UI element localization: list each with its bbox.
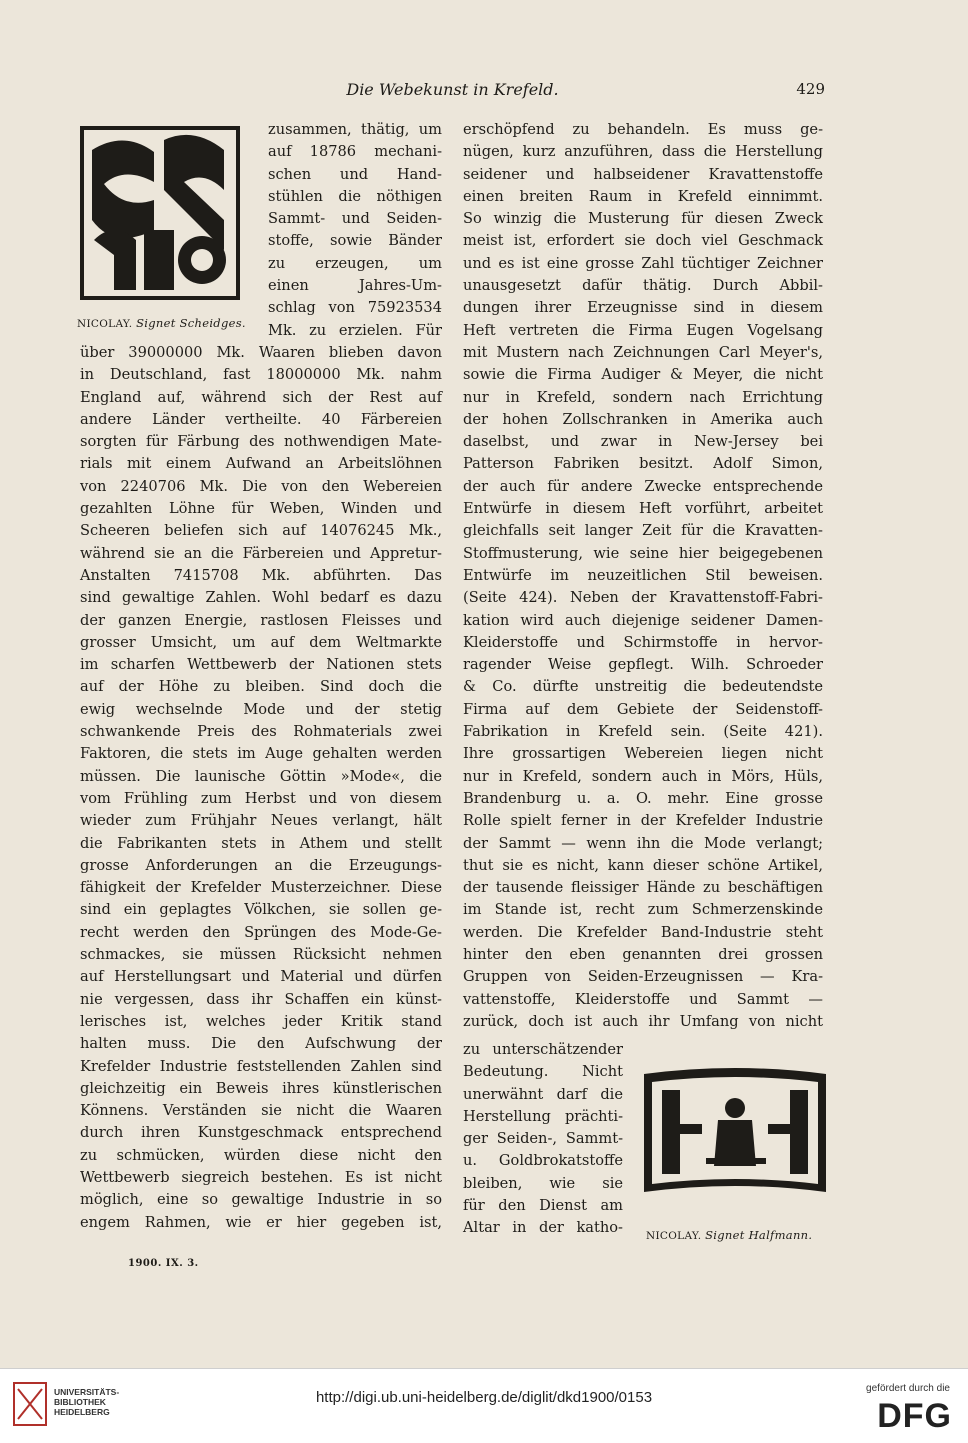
text-line: seidener und halbseidener Kravattenstoffe <box>463 165 823 183</box>
text-line: (Seite 424). Neben der Kravattenstoff-Fabri- <box>463 589 823 607</box>
text-line: Bedeutung. Nicht <box>463 1063 623 1081</box>
signet-scheidges-image <box>80 126 240 300</box>
text-line: schlag von 75923534 <box>268 299 442 317</box>
text-line: Sammt- und Seiden- <box>268 210 442 228</box>
funding-label: gefördert durch die <box>866 1383 950 1394</box>
running-head <box>80 80 825 102</box>
text-line: Könnens. Verständen sie nicht die Waaren <box>80 1102 442 1120</box>
caption-top-title: Signet Scheidges. <box>136 316 246 330</box>
text-line: zu schmücken, würden diese nicht den <box>80 1146 442 1164</box>
text-line: hinter den eben genannten drei grossen <box>463 945 823 963</box>
text-line: grosse Anforderungen an die Erzeugungs- <box>80 856 442 874</box>
book-graphic <box>640 1068 830 1200</box>
text-line: gezahlten Löhne für Weben, Winden und <box>80 500 442 518</box>
text-line: die Fabrikanten stets in Athem und stellt <box>80 834 442 852</box>
right-column-bottom <box>463 1039 623 1240</box>
text-line: vom Frühling zum Herbst und von diesem <box>80 789 442 807</box>
text-line: bleiben, wie sie <box>463 1174 623 1192</box>
text-line: zu unterschätzender <box>463 1041 623 1058</box>
text-line: einen breiten Raum in Krefeld einnimmt. <box>463 187 823 205</box>
text-line: sowie die Firma Audiger & Meyer, die nicht <box>463 366 823 384</box>
text-line: schmackes, sie müssen Rücksicht nehmen <box>80 946 442 964</box>
text-line: Ihre grossartigen Webereien liegen nicht <box>463 745 823 763</box>
text-line: unausgesetzt dafür thätig. Durch Abbil- <box>463 277 823 295</box>
text-line: wieder zum Frühjahr Neues verlangt, hält <box>80 812 442 830</box>
text-line: So winzig die Musterung für diesen Zweck <box>463 210 823 228</box>
text-line: nügen, kurz anzuführen, dass die Herstellung <box>463 143 823 161</box>
text-line: gleichzeitig ein Beweis ihres künstlerischen <box>80 1079 442 1097</box>
text-line: Gruppen von Seiden-Erzeugnissen — Kra- <box>463 968 823 986</box>
text-line: müssen. Die launische Göttin »Mode«, die <box>80 767 442 785</box>
institution-line: UNIVERSITÄTS- <box>54 1387 120 1397</box>
text-line: durch ihren Kunstgeschmack entsprechend <box>80 1124 442 1142</box>
text-line: stühlen die nöthigen <box>268 187 442 205</box>
text-line: England auf, während sich der Rest auf <box>80 388 442 406</box>
text-line: Krefelder Industrie feststellenden Zahlen sind <box>80 1057 442 1075</box>
text-line: sind gewaltige Zahlen. Wohl bedarf es dazu <box>80 589 442 607</box>
text-line: während sie an die Färbereien und Appretur- <box>80 544 442 562</box>
text-line: ragender Weise gepflegt. Wilh. Schroeder <box>463 656 823 674</box>
text-line: Mk. zu erzielen. Für <box>268 321 442 339</box>
text-line: in Deutschland, fast 18000000 Mk. nahm <box>80 366 442 384</box>
text-line: Altar in der katho- <box>463 1219 623 1237</box>
text-line: auf Herstellungsart und Material und dürfen <box>80 968 442 986</box>
text-line: dungen ihrer Erzeugnisse sind in diesem <box>463 299 823 317</box>
text-line: einen Jahres-Um- <box>268 277 442 295</box>
text-line: Heft vertreten die Firma Eugen Vogelsang <box>463 321 823 339</box>
caption-top <box>77 316 246 330</box>
text-line: werden. Die Krefelder Band-Industrie steht <box>463 923 823 941</box>
caption-bottom-title: Signet Halfmann. <box>705 1228 813 1242</box>
text-line: Brandenburg u. a. O. mehr. Eine grosse <box>463 789 823 807</box>
text-line: und es ist eine grosse Zahl tüchtiger Zeichner <box>463 254 823 272</box>
text-line: schwankende Preis des Rohmaterials zwei <box>80 723 442 741</box>
permalink-url[interactable]: http://digi.ub.uni-heidelberg.de/diglit/dkd1900/0153 <box>315 1389 653 1406</box>
text-line: kation wird auch diejenige seidener Damen- <box>463 611 823 629</box>
caption-top-name: NICOLAY. <box>77 318 133 330</box>
text-line: Stoffmusterung, wie seine hier beigegebenen <box>463 544 823 562</box>
signet-halfmann-image <box>640 1068 830 1200</box>
text-line: zusammen, thätig, um <box>268 121 442 138</box>
text-line: Rolle spielt ferner in der Krefelder Industrie <box>463 812 823 830</box>
text-line: sorgten für Färbung des nothwendigen Mate- <box>80 433 442 451</box>
text-line: u. Goldbrokatstoffe <box>463 1152 623 1170</box>
text-line: sind ein geplagtes Völkchen, sie sollen ge- <box>80 901 442 919</box>
text-line: der tausende fleissiger Hände zu beschäftigen <box>463 879 823 897</box>
digitization-footer <box>0 1368 968 1443</box>
text-line: stoffe, sowie Bänder <box>268 232 442 250</box>
text-line: zurück, doch ist auch ihr Umfang von nicht <box>463 1012 823 1030</box>
left-column-top <box>268 119 442 342</box>
text-line: mit Mustern nach Zeichnungen Carl Meyer's, <box>463 343 823 361</box>
text-line: lerisches ist, welches jeder Kritik stand <box>80 1012 442 1030</box>
text-line: Patterson Fabriken besitzt. Adolf Simon, <box>463 455 823 473</box>
text-line: rials mit einem Aufwand an Arbeitslöhnen <box>80 455 442 473</box>
text-line: Faktoren, die stets im Auge gehalten werden <box>80 745 442 763</box>
text-line: Entwürfe in diesem Heft vorführt, arbeitet <box>463 500 823 518</box>
text-line: der auch für andere Zwecke entsprechende <box>463 477 823 495</box>
text-line: Fabrikation in Krefeld sein. (Seite 421). <box>463 723 823 741</box>
text-line: grosser Umsicht, um auf dem Weltmarkte <box>80 633 442 651</box>
text-line: erschöpfend zu behandeln. Es muss ge- <box>463 121 823 138</box>
page-title: Die Webekunst in Krefeld. <box>346 80 559 99</box>
text-line: thut sie es nicht, kann dieser schöne Artikel, <box>463 856 823 874</box>
text-line: möglich, eine so gewaltige Industrie in so <box>80 1191 442 1209</box>
text-line: recht werden den Sprüngen des Mode-Ge- <box>80 923 442 941</box>
text-line: schen und Hand- <box>268 165 442 183</box>
printer-signature: 1900. IX. 3. <box>128 1258 199 1269</box>
text-line: vattenstoffe, Kleiderstoffe und Sammt — <box>463 990 823 1008</box>
caption-bottom-name: NICOLAY. <box>646 1230 702 1242</box>
dfg-logo: DFG <box>877 1397 952 1435</box>
text-line: unerwähnt darf die <box>463 1085 623 1103</box>
page-number: 429 <box>796 80 825 98</box>
text-line: von 2240706 Mk. Die von den Webereien <box>80 477 442 495</box>
text-line: fähigkeit der Krefelder Musterzeichner. Diese <box>80 879 442 897</box>
text-line: Herstellung prächti- <box>463 1107 623 1125</box>
text-line: Kleiderstoffe und Schirmstoffe in hervor- <box>463 633 823 651</box>
text-line: der Sammt — wenn ihn die Mode verlangt; <box>463 834 823 852</box>
institution-line: BIBLIOTHEK <box>54 1397 106 1407</box>
text-line: Firma auf dem Gebiete der Seidenstoff- <box>463 700 823 718</box>
institution-line: HEIDELBERG <box>54 1407 110 1417</box>
right-column-main <box>463 119 823 1033</box>
text-line: auf 18786 mechani- <box>268 143 442 161</box>
caption-bottom <box>646 1228 812 1242</box>
text-line: auf der Höhe zu bleiben. Sind doch die <box>80 678 442 696</box>
text-line: ewig wechselnde Mode und der stetig <box>80 700 442 718</box>
text-line: Wettbewerb siegreich bestehen. Es ist nicht <box>80 1168 442 1186</box>
text-line: engem Rahmen, wie er hier gegeben ist, <box>80 1213 442 1231</box>
text-line: Entwürfe im neuzeitlichen Stil beweisen. <box>463 566 823 584</box>
left-column-main <box>80 342 442 1234</box>
text-line: nie vergessen, dass ihr Schaffen ein künst- <box>80 990 442 1008</box>
text-line: im scharfen Wettbewerb der Nationen stets <box>80 656 442 674</box>
text-line: gleichfalls seit langer Zeit für die Kravatten- <box>463 522 823 540</box>
text-line: über 39000000 Mk. Waaren blieben davon <box>80 344 442 361</box>
text-line: & Co. dürfte unstreitig die bedeutendste <box>463 678 823 696</box>
text-line: Anstalten 7415708 Mk. abführten. Das <box>80 566 442 584</box>
text-line: meist ist, erfordert sie doch viel Geschmack <box>463 232 823 250</box>
text-line: für den Dienst am <box>463 1197 623 1215</box>
monogram-graphic <box>84 130 236 296</box>
text-line: andere Länder vertheilte. 40 Färbereien <box>80 410 442 428</box>
text-line: Scheeren beliefen sich auf 14076245 Mk., <box>80 522 442 540</box>
text-line: nur in Krefeld, sondern auch in Mörs, Hüls, <box>463 767 823 785</box>
text-line: zu erzeugen, um <box>268 254 442 272</box>
text-line: der hohen Zollschranken in Amerika auch <box>463 410 823 428</box>
text-line: daselbst, und zwar in New-Jersey bei <box>463 433 823 451</box>
text-line: der ganzen Energie, rastlosen Fleisses und <box>80 611 442 629</box>
text-line: im Stande ist, recht zum Schmerzenskinde <box>463 901 823 919</box>
text-line: halten muss. Die den Aufschwung der <box>80 1035 442 1053</box>
text-line: ger Seiden-, Sammt- <box>463 1130 623 1148</box>
text-line: nur in Krefeld, sondern nach Errichtung <box>463 388 823 406</box>
